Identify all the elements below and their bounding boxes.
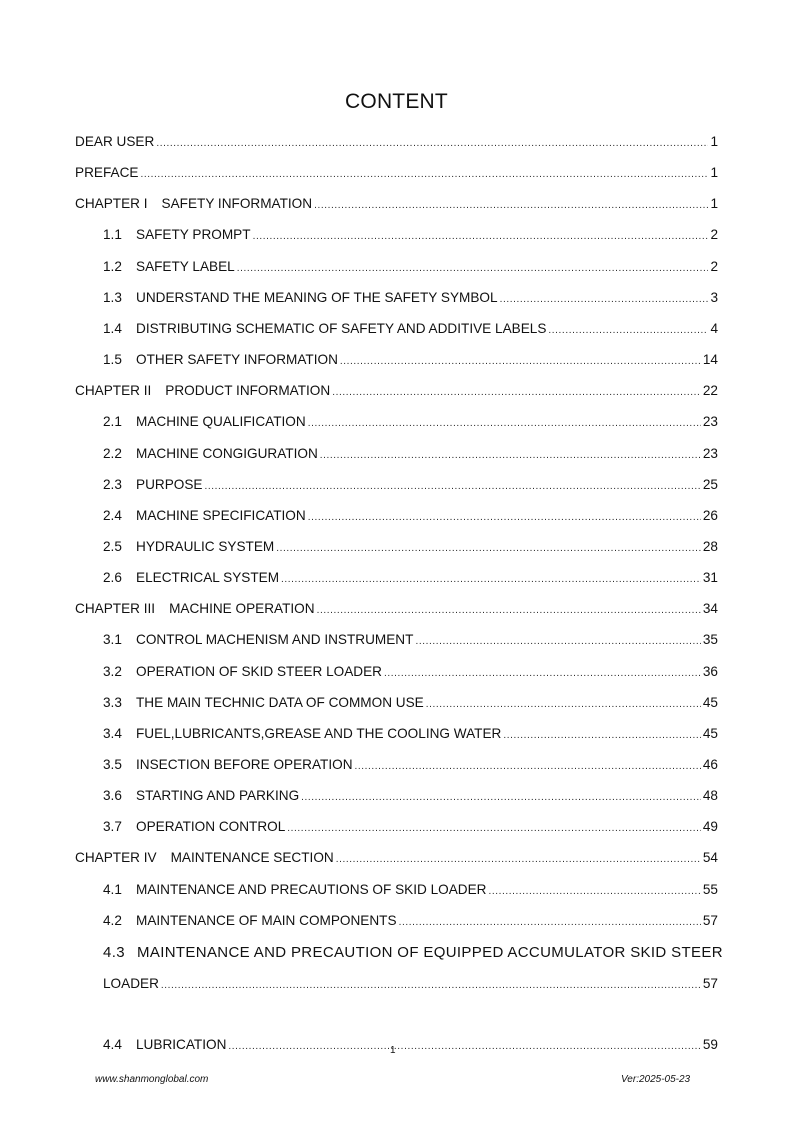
toc-entry[interactable] <box>75 165 718 185</box>
toc-entry-page: 23 <box>702 445 718 461</box>
toc-chapter-number: CHAPTER II <box>75 383 152 399</box>
toc-entry-page: 49 <box>702 819 718 835</box>
dot-leader <box>332 387 701 398</box>
toc-entry-number: 3.3 <box>103 694 122 710</box>
toc-entry-label: LOADER <box>103 976 159 991</box>
toc-entry-label: MAINTENANCE OF MAIN COMPONENTS <box>136 912 397 928</box>
toc-entry[interactable] <box>75 196 718 216</box>
toc-entry-label: LUBRICATION <box>136 1037 227 1052</box>
dot-leader <box>548 325 708 336</box>
toc-entry-number: 2.5 <box>103 538 122 554</box>
toc-entry-4-4[interactable] <box>103 1037 718 1057</box>
toc-entry-number: 3.2 <box>103 663 122 679</box>
toc-entry[interactable] <box>103 477 718 497</box>
dot-leader <box>281 574 701 585</box>
toc-entry-label: HYDRAULIC SYSTEM <box>136 538 275 554</box>
toc-entry[interactable] <box>75 850 718 870</box>
toc-entry-label: OPERATION OF SKID STEER LOADER <box>136 663 382 679</box>
toc-entry[interactable] <box>75 134 718 154</box>
toc-entry[interactable] <box>103 259 718 279</box>
toc-entry-label: MACHINE OPERATION <box>169 601 315 617</box>
dot-leader <box>314 200 708 211</box>
toc-entry[interactable] <box>103 508 718 528</box>
dot-leader <box>340 356 701 367</box>
toc-entry[interactable] <box>103 695 718 715</box>
toc-entry-page: 28 <box>702 538 718 554</box>
toc-entry-number: 4.1 <box>103 881 122 897</box>
toc-entry-label: MAINTENANCE AND PRECAUTIONS OF SKID LOADER <box>136 881 487 897</box>
toc-entry-label: UNDERSTAND THE MEANING OF THE SAFETY SYMBOL <box>136 289 498 305</box>
toc-entry-page: 26 <box>702 507 718 523</box>
dot-leader <box>503 730 701 741</box>
toc-entry[interactable] <box>103 913 718 933</box>
toc-entry-label: THE MAIN TECHNIC DATA OF COMMON USE <box>136 694 424 710</box>
toc-entry-page: 31 <box>702 570 718 586</box>
dot-leader <box>301 792 701 803</box>
toc-entry-label: DISTRIBUTING SCHEMATIC OF SAFETY AND ADDITIVE LABELS <box>136 320 547 336</box>
toc-entry-page: 14 <box>702 352 718 368</box>
toc-entry-number: 2.3 <box>103 476 122 492</box>
dot-leader <box>161 980 701 991</box>
dot-leader <box>287 823 701 834</box>
toc-entry-page: 23 <box>702 414 718 430</box>
dot-leader <box>308 418 701 429</box>
toc-chapter-number: CHAPTER I <box>75 196 148 212</box>
toc-entry-page: 59 <box>702 1037 718 1052</box>
dot-leader <box>237 263 709 274</box>
dot-leader <box>488 886 700 897</box>
toc-entry-label: INSECTION BEFORE OPERATION <box>136 757 353 772</box>
toc-chapter-number: CHAPTER III <box>75 601 156 617</box>
toc-entry[interactable] <box>103 757 718 777</box>
toc-entry-label: ELECTRICAL SYSTEM <box>136 570 280 586</box>
toc-entry[interactable] <box>103 664 718 684</box>
toc-entry-page: 1 <box>710 134 718 149</box>
toc-entry-number: 2.2 <box>103 445 122 461</box>
dot-leader <box>426 699 701 710</box>
toc-entry-label: MAINTENANCE SECTION <box>170 850 334 866</box>
toc-entry-label: DEAR USER <box>75 134 155 149</box>
toc-entry-label: FUEL,LUBRICANTS,GREASE AND THE COOLING WATER <box>136 725 502 741</box>
toc-entry-label: SAFETY LABEL <box>136 258 235 274</box>
dot-leader <box>336 854 701 865</box>
toc-entry-label: OTHER SAFETY INFORMATION <box>136 352 338 368</box>
dot-leader <box>228 1041 700 1052</box>
toc-entry[interactable] <box>103 321 718 341</box>
dot-leader <box>317 605 701 616</box>
toc-entry[interactable] <box>103 570 718 590</box>
toc-entry-number: 1.5 <box>103 352 122 368</box>
footer-version: Ver:2025-05-23 <box>621 1074 691 1085</box>
toc-entry-number: 4.3 <box>103 944 125 961</box>
toc-entry-page: 1 <box>710 165 718 181</box>
toc-entry-page: 25 <box>702 476 718 492</box>
toc-entry-number: 2.1 <box>103 414 122 430</box>
toc-entry[interactable] <box>103 414 718 434</box>
toc-entry-number: 3.5 <box>103 757 122 772</box>
dot-leader <box>320 450 701 461</box>
toc-entry-label: SAFETY INFORMATION <box>161 196 313 212</box>
toc-entry-page: 36 <box>702 663 718 679</box>
toc-entry[interactable] <box>103 632 718 652</box>
toc-entry-label: STARTING AND PARKING <box>136 788 300 804</box>
toc-entry[interactable] <box>103 446 718 466</box>
toc-entry-page: 48 <box>702 788 718 804</box>
toc-entry-page: 57 <box>702 976 718 991</box>
toc-entry-page: 2 <box>710 227 718 243</box>
toc-entry-page: 57 <box>702 912 718 928</box>
toc-entry-number: 3.7 <box>103 819 122 835</box>
toc-entry-page: 45 <box>702 694 718 710</box>
toc-entry[interactable] <box>103 539 718 559</box>
toc-entry[interactable] <box>103 352 718 372</box>
toc-entry-number: 2.6 <box>103 570 122 586</box>
footer-website: www.shanmonglobal.com <box>95 1074 209 1085</box>
toc-entry-label: OPERATION CONTROL <box>136 819 286 835</box>
toc-entry-4-3-line2[interactable] <box>103 976 718 996</box>
page-title: CONTENT <box>345 90 448 113</box>
toc-entry-page: 46 <box>702 757 718 772</box>
dot-leader <box>140 169 708 180</box>
toc-entry-page: 22 <box>702 383 718 399</box>
toc-entry[interactable] <box>103 227 718 247</box>
dot-leader <box>415 636 700 647</box>
dot-leader <box>276 543 701 554</box>
toc-entry-label: MACHINE QUALIFICATION <box>136 414 306 430</box>
toc-entry-page: 34 <box>702 601 718 617</box>
dot-leader <box>355 761 701 772</box>
toc-entry-number: 4.2 <box>103 912 122 928</box>
toc-entry-page: 4 <box>710 320 718 336</box>
toc-entry[interactable] <box>103 788 718 808</box>
toc-entry-number: 1.3 <box>103 289 122 305</box>
toc-entry-page: 3 <box>710 289 718 305</box>
toc-entry-number: 3.6 <box>103 788 122 804</box>
toc-entry-number: 4.4 <box>103 1037 122 1052</box>
dot-leader <box>308 512 701 523</box>
toc-entry-label: MACHINE CONGIGURATION <box>136 445 318 461</box>
toc-chapter-number: CHAPTER IV <box>75 850 157 866</box>
toc-entry-page: 55 <box>702 881 718 897</box>
toc-entry-label: MACHINE SPECIFICATION <box>136 507 306 523</box>
toc-entry[interactable] <box>75 383 718 403</box>
toc-entry-label: CONTROL MACHENISM AND INSTRUMENT <box>136 632 414 648</box>
toc-entry-label: PRODUCT INFORMATION <box>165 383 331 399</box>
toc-entry-page: 2 <box>710 258 718 274</box>
toc-entry-number: 1.4 <box>103 320 122 336</box>
dot-leader <box>500 294 709 305</box>
toc-entry-page: 35 <box>702 632 718 648</box>
toc-entry[interactable] <box>103 290 718 310</box>
toc-entry[interactable] <box>103 726 718 746</box>
toc-entry[interactable] <box>75 601 718 621</box>
toc-entry-number: 1.1 <box>103 227 122 243</box>
toc-entry-page: 54 <box>702 850 718 866</box>
toc-entry[interactable] <box>103 882 718 902</box>
dot-leader <box>399 917 701 928</box>
toc-entry-number: 2.4 <box>103 507 122 523</box>
toc-entry-label: PURPOSE <box>136 476 203 492</box>
toc-entry-label: SAFETY PROMPT <box>136 227 251 243</box>
toc-entry-number: 1.2 <box>103 258 122 274</box>
dot-leader <box>384 668 701 679</box>
toc-entry-page: 45 <box>702 725 718 741</box>
toc-entry-page: 1 <box>710 196 718 212</box>
toc-entry-number: 3.1 <box>103 632 122 648</box>
dot-leader <box>253 231 709 242</box>
toc-entry[interactable] <box>103 819 718 839</box>
toc-entry-label: MAINTENANCE AND PRECAUTION OF EQUIPPED ACCUMULATOR SKID STEER <box>137 944 723 961</box>
toc-entry-label: PREFACE <box>75 165 139 181</box>
toc-entry-4-3-line1[interactable] <box>103 944 723 961</box>
page-number: 1 <box>390 1045 396 1056</box>
dot-leader <box>156 138 708 149</box>
toc-entry-number: 3.4 <box>103 725 122 741</box>
dot-leader <box>204 481 700 492</box>
